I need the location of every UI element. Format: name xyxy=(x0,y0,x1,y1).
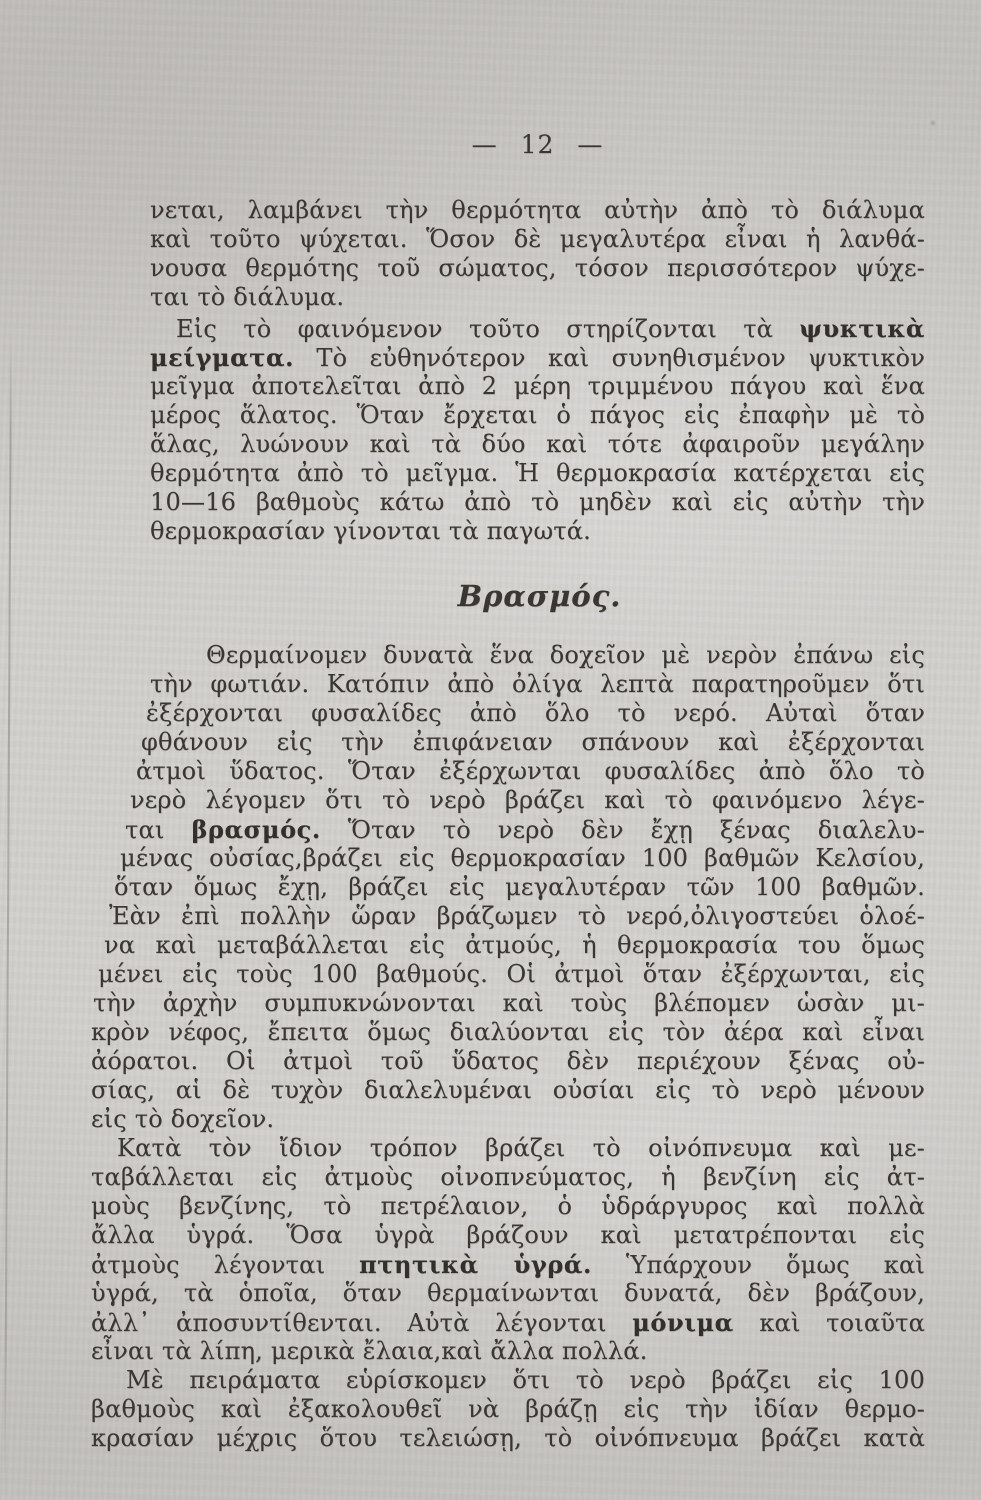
bold-term: ψυκτικὰ xyxy=(799,314,925,343)
page-number: — 12 — xyxy=(471,130,604,159)
text-line xyxy=(136,757,925,786)
paragraph xyxy=(0,641,981,1134)
text-line xyxy=(91,1308,925,1337)
text-line xyxy=(91,1250,925,1279)
text-line xyxy=(91,1395,925,1424)
text-line xyxy=(104,931,925,960)
text-line xyxy=(114,873,925,902)
text-line xyxy=(93,989,925,1018)
text-segment: ταβάλλεται εἰς ἀτμοὺς οἰνοπνεύματος, ἡ βενζίνη εἰς ἀτ- xyxy=(91,1163,925,1191)
text-segment: εἶναι τὰ λίπη, μερικὰ ἔλαια,καὶ ἄλλα πολλά. xyxy=(91,1337,648,1365)
text-line xyxy=(150,670,925,699)
text-segment: ται τὸ διάλυμα. xyxy=(150,283,345,311)
text-segment: μεῖγμα ἀποτελεῖται ἀπὸ 2 μέρη τριμμένου πάγου καὶ ἕνα xyxy=(150,372,925,400)
text-line xyxy=(150,254,925,283)
text-segment: να καὶ μεταβάλλεται εἰς ἀτμούς, ἡ θερμοκρασία του ὅμως xyxy=(104,931,925,959)
text-segment: βαθμοὺς καὶ ἐξακολουθεῖ νὰ βράζῃ εἰς τὴν ἰδίαν θερμο- xyxy=(91,1395,925,1423)
text-line xyxy=(91,1337,925,1366)
paragraph xyxy=(0,314,981,546)
text-line xyxy=(91,1134,925,1163)
text-line xyxy=(150,196,925,225)
text-line xyxy=(91,1076,925,1105)
text-line xyxy=(150,430,925,459)
text-line xyxy=(150,488,925,517)
text-segment: Ὑπάρχουν ὅμως καὶ xyxy=(591,1251,925,1279)
text-segment: ἀλλ᾽ ἀποσυντίθενται. Αὐτὰ λέγονται xyxy=(91,1309,633,1337)
text-line xyxy=(109,902,925,931)
text-segment: καὶ τοιαῦτα xyxy=(733,1309,925,1337)
text-line xyxy=(120,844,925,873)
text-segment: νουσα θερμότης τοῦ σώματος, τόσον περισσότερον ψύχε- xyxy=(150,254,925,282)
text-line xyxy=(91,1424,925,1453)
text-segment: καὶ τοῦτο ψύχεται. Ὅσον δὲ μεγαλυτέρα εἶναι ἡ λανθά- xyxy=(150,225,925,253)
text-line xyxy=(146,699,925,728)
text-line xyxy=(91,1018,925,1047)
text-segment: θερμότητα ἀπὸ τὸ μεῖγμα. Ἡ θερμοκρασία κατέρχεται εἰς xyxy=(150,459,925,487)
text-segment: τὴν ἀρχὴν συμπυκνώνονται καὶ τοὺς βλέπομεν ὡσὰν μι- xyxy=(93,989,925,1017)
text-line xyxy=(91,1221,925,1250)
text-segment: νεται, λαμβάνει τὴν θερμότητα αὐτὴν ἀπὸ τὸ διάλυμα xyxy=(150,196,925,224)
text-segment: εἰς τὸ δοχεῖον. xyxy=(91,1105,275,1133)
text-segment: ὑγρά, τὰ ὁποῖα, ὅταν θερμαίνωνται δυνατά, δὲν βράζουν, xyxy=(91,1279,925,1307)
text-line xyxy=(91,1192,925,1221)
text-segment: θερμοκρασίαν γίνονται τὰ παγωτά. xyxy=(150,517,592,545)
bold-term: βρασμός. xyxy=(191,815,321,844)
text-line xyxy=(91,1163,925,1192)
text-segment: νερὸ λέγομεν ὅτι τὸ νερὸ βράζει καὶ τὸ φαινόμενο λέγε- xyxy=(130,786,925,814)
text-segment: ἅλας, λυώνουν καὶ τὰ δύο καὶ τότε ἀφαιροῦν μεγάλην xyxy=(150,430,925,458)
text-line xyxy=(98,960,925,989)
text-line xyxy=(150,401,925,430)
text-segment: ἀτμοὺς λέγονται xyxy=(91,1251,360,1279)
bold-term: μείγματα. xyxy=(150,343,295,372)
text-segment: ἄλλα ὑγρά. Ὅσα ὑγρὰ βράζουν καὶ μετατρέπονται εἰς xyxy=(91,1221,925,1249)
text-segment: Ὅταν τὸ νερὸ δὲν ἔχῃ ξένας διαλελυ- xyxy=(320,816,925,844)
text-segment: Μὲ πειράματα εὑρίσκομεν ὅτι τὸ νερὸ βράζει εἰς 100 xyxy=(126,1366,925,1394)
text-line xyxy=(150,283,925,312)
text-line xyxy=(141,728,925,757)
text-segment: σίας, αἱ δὲ τυχὸν διαλελυμέναι οὐσίαι εἰς τὸ νερὸ μένουν xyxy=(91,1076,925,1104)
paragraph xyxy=(0,1134,981,1366)
text-line xyxy=(130,786,925,815)
text-segment: φθάνουν εἰς τὴν ἐπιφάνειαν σπάνουν καὶ ἐξέρχονται xyxy=(141,728,925,756)
paragraph xyxy=(0,1366,981,1453)
text-segment: τὴν φωτιάν. Κατόπιν ἀπὸ ὀλίγα λεπτὰ παρατηροῦμεν ὅτι xyxy=(150,670,925,698)
text-segment: ἀόρατοι. Οἱ ἀτμοὶ τοῦ ὕδατος δὲν περιέχουν ξένας οὐ- xyxy=(91,1047,925,1075)
text-segment: ἐξέρχονται φυσαλίδες ἀπὸ ὅλο τὸ νερό. Αὐταὶ ὅταν xyxy=(146,699,925,727)
text-segment: ὅταν ὅμως ἔχῃ, βράζει εἰς μεγαλυτέραν τῶν 100 βαθμῶν. xyxy=(114,873,925,901)
text-line xyxy=(150,314,925,343)
text-segment: μένει εἰς τοὺς 100 βαθμούς. Οἱ ἀτμοὶ ὅταν ἐξέρχωνται, εἰς xyxy=(98,960,925,988)
text-segment: ται xyxy=(125,816,192,844)
text-line xyxy=(91,1279,925,1308)
text-segment: κρασίαν μέχρις ὅτου τελειώσῃ, τὸ οἰνόπνευμα βράζει κατὰ xyxy=(91,1424,925,1452)
section-heading: Βρασμός. xyxy=(457,579,622,613)
text-line xyxy=(150,343,925,372)
text-line xyxy=(150,225,925,254)
bold-term: πτητικὰ ὑγρά. xyxy=(359,1250,592,1279)
text-segment: Κατὰ τὸν ἴδιον τρόπον βράζει τὸ οἰνόπνευμα καὶ με- xyxy=(117,1134,925,1162)
text-segment: 10—16 βαθμοὺς κάτω ἀπὸ τὸ μηδὲν καὶ εἰς αὐτὴν τὴν xyxy=(150,488,925,516)
text-segment: Εἰς τὸ φαινόμενον τοῦτο στηρίζονται τὰ xyxy=(176,315,800,343)
text-segment: Ἐὰν ἐπὶ πολλὴν ὥραν βράζωμεν τὸ νερό,ὀλιγοστεύει ὁλοέ- xyxy=(109,902,925,930)
text-segment: μοὺς βενζίνης, τὸ πετρέλαιον, ὁ ὑδράργυρος καὶ πολλὰ xyxy=(91,1192,925,1220)
text-segment: Θερμαίνομεν δυνατὰ ἕνα δοχεῖον μὲ νερὸν ἐπάνω εἰς xyxy=(206,641,925,669)
bold-term: μόνιμα xyxy=(632,1308,734,1337)
text-line xyxy=(91,1047,925,1076)
text-segment: Τὸ εὐθηνότερον καὶ συνηθισμένον ψυκτικὸν xyxy=(294,344,925,372)
text-line xyxy=(91,1105,925,1134)
text-line xyxy=(150,641,925,670)
text-line xyxy=(125,815,925,844)
text-segment: μέρος ἅλατος. Ὅταν ἔρχεται ὁ πάγος εἰς ἐπαφὴν μὲ τὸ xyxy=(150,401,925,429)
text-line xyxy=(91,1366,925,1395)
text-segment: κρὸν νέφος, ἔπειτα ὅμως διαλύονται εἰς τὸν ἀέρα καὶ εἶναι xyxy=(91,1018,925,1046)
text-line xyxy=(150,372,925,401)
paragraph xyxy=(0,196,981,312)
text-segment: μένας οὐσίας,βράζει εἰς θερμοκρασίαν 100 βαθμῶν Κελσίου, xyxy=(120,844,925,872)
text-line xyxy=(150,517,925,546)
text-line xyxy=(150,459,925,488)
text-segment: ἀτμοὶ ὕδατος. Ὅταν ἐξέρχωνται φυσαλίδες ἀπὸ ὅλο τὸ xyxy=(136,757,925,785)
